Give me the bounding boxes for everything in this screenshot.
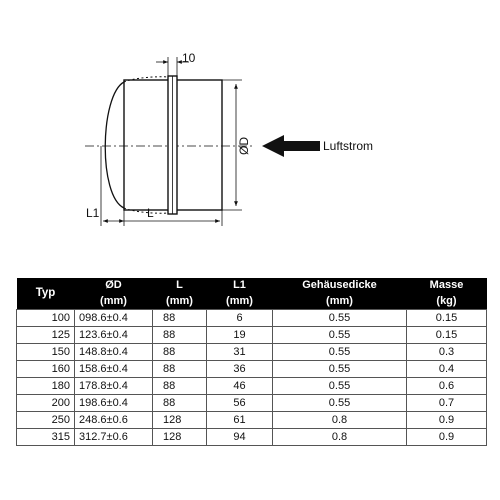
cell-gehaeusedicke: 0.8	[273, 412, 407, 429]
header-masse: Masse	[407, 278, 487, 294]
cell-l1: 31	[207, 344, 273, 361]
cell-typ: 250	[17, 412, 75, 429]
header-gehaeusedicke-unit: (mm)	[273, 294, 407, 310]
cell-l: 88	[153, 327, 207, 344]
cell-l1: 19	[207, 327, 273, 344]
cell-l1: 36	[207, 361, 273, 378]
cell-typ: 160	[17, 361, 75, 378]
header-gehaeusedicke: Gehäusedicke	[273, 278, 407, 294]
cell-l1: 46	[207, 378, 273, 395]
cell-od: 148.8±0.4	[75, 344, 153, 361]
cell-l: 88	[153, 361, 207, 378]
cell-l: 128	[153, 412, 207, 429]
cell-l: 88	[153, 344, 207, 361]
header-od-unit: (mm)	[75, 294, 153, 310]
dim-l1-label: L1	[86, 206, 100, 220]
cell-masse: 0.15	[407, 327, 487, 344]
cell-typ: 180	[17, 378, 75, 395]
cell-od: 248.6±0.6	[75, 412, 153, 429]
cell-l: 128	[153, 429, 207, 446]
cell-gehaeusedicke: 0.55	[273, 344, 407, 361]
cell-masse: 0.3	[407, 344, 487, 361]
cell-gehaeusedicke: 0.55	[273, 327, 407, 344]
airflow-label: Luftstrom	[323, 139, 374, 153]
dim-od-label: ØD	[237, 137, 251, 155]
header-l1-unit: (mm)	[207, 294, 273, 310]
table-row	[17, 395, 487, 412]
header-l1: L1	[207, 278, 273, 294]
cell-l1: 94	[207, 429, 273, 446]
header-masse-unit: (kg)	[407, 294, 487, 310]
cell-od: 198.6±0.4	[75, 395, 153, 412]
cell-od: 158.6±0.4	[75, 361, 153, 378]
cell-l: 88	[153, 378, 207, 395]
cell-typ: 200	[17, 395, 75, 412]
header-typ: Typ	[17, 278, 75, 310]
table-header-row	[17, 278, 487, 294]
cell-l: 88	[153, 310, 207, 327]
cell-gehaeusedicke: 0.55	[273, 395, 407, 412]
table-row	[17, 327, 487, 344]
table-row	[17, 378, 487, 395]
cell-od: 312.7±0.6	[75, 429, 153, 446]
table-row	[17, 361, 487, 378]
dim-10-label: 10	[182, 51, 196, 65]
table-row	[17, 429, 487, 446]
flap-curve	[105, 82, 124, 208]
cell-l1: 61	[207, 412, 273, 429]
table-row	[17, 344, 487, 361]
table-row	[17, 412, 487, 429]
cell-gehaeusedicke: 0.55	[273, 378, 407, 395]
table-row	[17, 310, 487, 327]
cell-typ: 150	[17, 344, 75, 361]
cell-masse: 0.6	[407, 378, 487, 395]
header-l-unit: (mm)	[153, 294, 207, 310]
cell-gehaeusedicke: 0.8	[273, 429, 407, 446]
cell-typ: 100	[17, 310, 75, 327]
cell-masse: 0.9	[407, 429, 487, 446]
left-arrow-icon	[262, 135, 320, 157]
header-l: L	[153, 278, 207, 294]
cell-typ: 315	[17, 429, 75, 446]
table-header-unit-row	[17, 294, 487, 310]
cell-masse: 0.15	[407, 310, 487, 327]
cell-l1: 56	[207, 395, 273, 412]
cell-od: 098.6±0.4	[75, 310, 153, 327]
cell-typ: 125	[17, 327, 75, 344]
cell-od: 123.6±0.4	[75, 327, 153, 344]
cell-l: 88	[153, 395, 207, 412]
cell-gehaeusedicke: 0.55	[273, 310, 407, 327]
cell-masse: 0.7	[407, 395, 487, 412]
cell-masse: 0.9	[407, 412, 487, 429]
header-od: ØD	[75, 278, 153, 294]
cell-l1: 6	[207, 310, 273, 327]
cell-gehaeusedicke: 0.55	[273, 361, 407, 378]
dim-l-label: L	[147, 206, 154, 220]
cell-od: 178.8±0.4	[75, 378, 153, 395]
spec-table	[16, 278, 487, 446]
cell-masse: 0.4	[407, 361, 487, 378]
